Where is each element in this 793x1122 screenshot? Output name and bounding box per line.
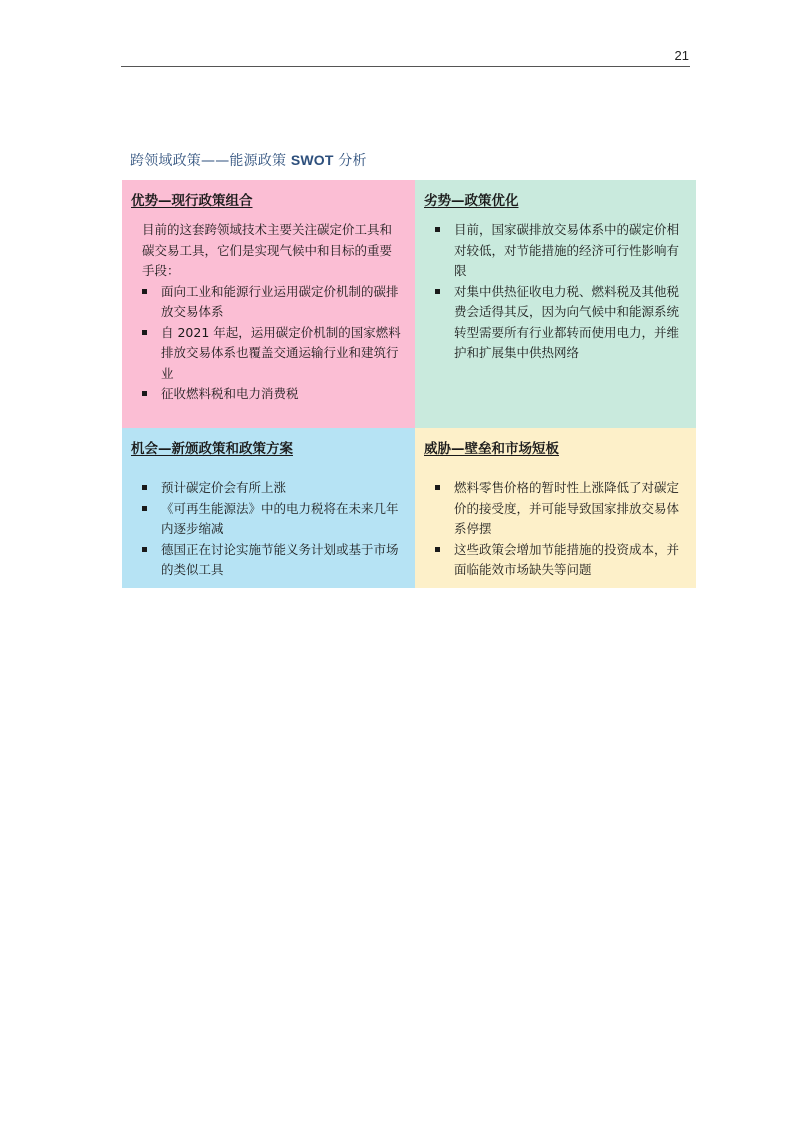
weaknesses-list — [424, 220, 686, 364]
section-title — [130, 150, 367, 170]
list-item: 预计碳定价会有所上涨 — [131, 478, 405, 499]
list-item: 燃料零售价格的暂时性上涨降低了对碳定价的接受度，并可能导致国家排放交易体系停摆 — [424, 478, 686, 540]
header-rule — [121, 66, 690, 67]
list-item: 自 2021 年起，运用碳定价机制的国家燃料排放交易体系也覆盖交通运输行业和建筑行业 — [131, 323, 405, 385]
opportunities-list — [131, 478, 405, 581]
weaknesses-cell — [415, 180, 696, 428]
page-number: 21 — [674, 48, 689, 63]
strengths-title: 优势—现行政策组合 — [131, 193, 253, 209]
weaknesses-title: 劣势—政策优化 — [424, 193, 519, 209]
list-item: 对集中供热征收电力税、燃料税及其他税费会适得其反，因为向气候中和能源系统转型需要所有行业都转而使用电力，并维护和扩展集中供热网络 — [424, 282, 686, 364]
list-item: 《可再生能源法》中的电力税将在未来几年内逐步缩减 — [131, 499, 405, 540]
strengths-cell — [122, 180, 415, 428]
opportunities-cell — [122, 428, 415, 588]
strengths-intro: 目前的这套跨领域技术主要关注碳定价工具和碳交易工具，它们是实现气候中和目标的重要手段： — [142, 222, 393, 278]
list-item: 征收燃料税和电力消费税 — [131, 384, 405, 405]
section-title-prefix: 跨领域政策——能源政策 — [130, 153, 291, 169]
list-item: 面向工业和能源行业运用碳定价机制的碳排放交易体系 — [131, 282, 405, 323]
list-item: 目前，国家碳排放交易体系中的碳定价相对较低，对节能措施的经济可行性影响有限 — [424, 220, 686, 282]
section-title-suffix: 分析 — [333, 153, 367, 169]
list-item: 这些政策会增加节能措施的投资成本，并面临能效市场缺失等问题 — [424, 540, 686, 581]
spacer — [131, 468, 405, 478]
threats-title: 威胁—壁垒和市场短板 — [424, 441, 559, 457]
list-item: 德国正在讨论实施节能义务计划或基于市场的类似工具 — [131, 540, 405, 581]
opportunities-title: 机会—新颁政策和政策方案 — [131, 441, 293, 457]
section-title-bold: SWOT — [290, 152, 334, 168]
threats-list — [424, 478, 686, 581]
threats-cell — [415, 428, 696, 588]
spacer — [424, 468, 686, 478]
swot-table — [122, 180, 696, 588]
strengths-list — [131, 282, 405, 405]
